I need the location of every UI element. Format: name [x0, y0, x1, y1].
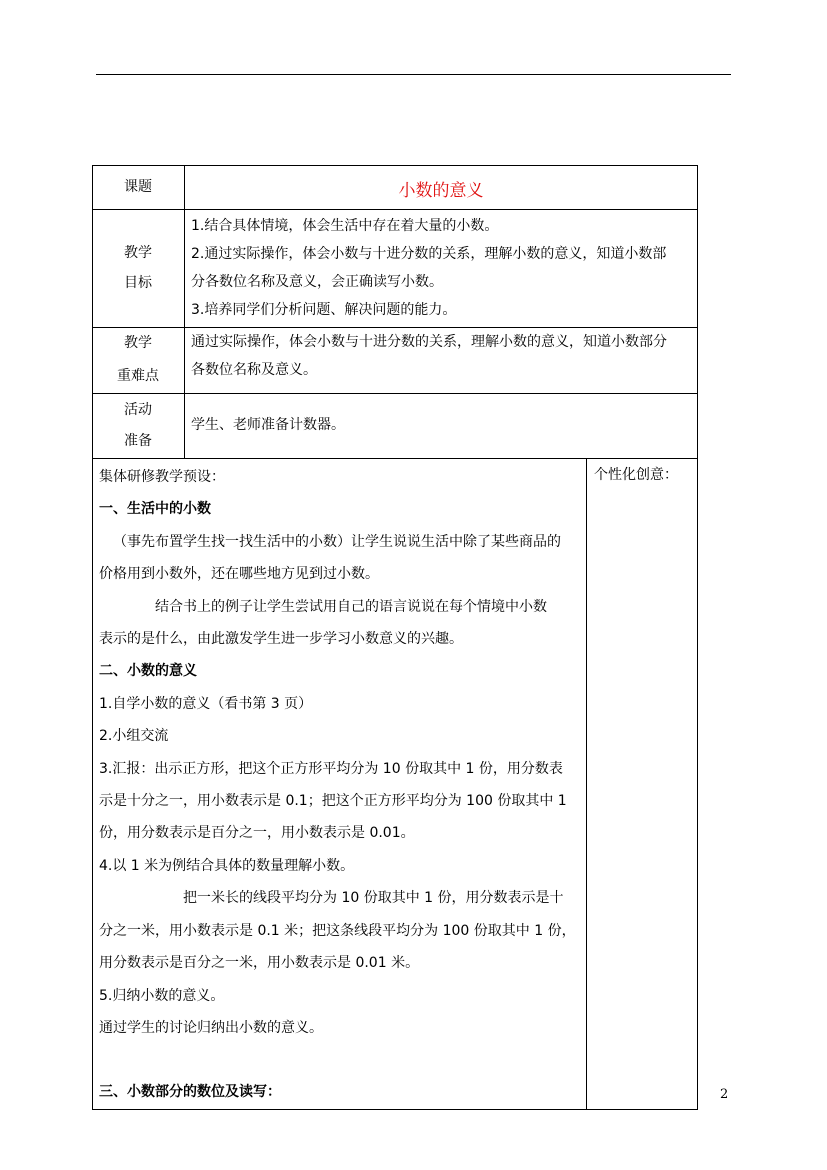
section-1-heading: 一、生活中的小数 [99, 501, 211, 518]
topic-label: 课题 [124, 179, 152, 195]
key-label-line2: 重难点 [117, 368, 159, 384]
lesson-plan-divider [586, 458, 587, 1110]
prep-label-line2: 准备 [124, 433, 152, 449]
plan-title: 集体研修教学预设： [99, 469, 225, 485]
prep-label-line1: 活动 [124, 402, 152, 418]
lesson-plan: 集体研修教学预设： 一、生活中的小数 （事先布置学生找一找生活中的小数）让学生说说生活中除了某些商品的 价格用到小数外，还在哪些地方见到过小数。 结合书上的例子让学生尝试用自己的语言说说在每个情境中小数 表示的是什么，由此激发学生进一步学习小数意义的兴趣。 二、小数的意义 1.自学小数的意义（看书第 3 页） 2.小组交流 3.汇报：出示正方形，把这个正方形平均分为 10 份取其中 1 份，用分数表 示是十分之一，用小数表示是 0.1；把这个正方形平均分为 100 份取其中 1 份，用分数表示是百分之一，用小数表示是 0.01。 4.以 1 米为例结合具体的数量理解小数。 把一米长的线段平均分为 10 份取其中 1 份，用分数表示是十 分之一米，用小数表示是 0.1 米；把这条线段平均分为 100 份取其中 1 份， 用分数表示是百分之一米，用小数表示是 0.01 米。 5.归纳小数的意义。 通过学生的讨论归纳出小数的意义。 三、小数部分的数位及读写： [99, 461, 585, 1109]
section-2-heading: 二、小数的意义 [99, 663, 197, 680]
key-points-text: 通过实际操作，体会小数与十进分数的关系，理解小数的意义，知道小数部分 各数位名称及意义。 [191, 334, 667, 378]
key-label-line1: 教学 [124, 335, 152, 351]
prep-text: 学生、老师准备计数器。 [191, 417, 345, 433]
goals-text: 1.结合具体情境，体会生活中存在着大量的小数。 2.通过实际操作，体会小数与十进分数的关系，理解小数的意义，知道小数部 分各数位名称及意义，会正确读写小数。 3.培养同学们分析问题、解决问题的能力。 [191, 218, 667, 318]
section-3-heading: 三、小数部分的数位及读写： [99, 1084, 281, 1101]
header-rule [96, 74, 731, 75]
side-title: 个性化创意： [594, 467, 678, 483]
goals-label-line2: 目标 [124, 275, 152, 291]
page-number: 2 [720, 1087, 729, 1102]
goals-label-line1: 教学 [124, 245, 152, 261]
lesson-title: 小数的意义 [398, 181, 484, 201]
